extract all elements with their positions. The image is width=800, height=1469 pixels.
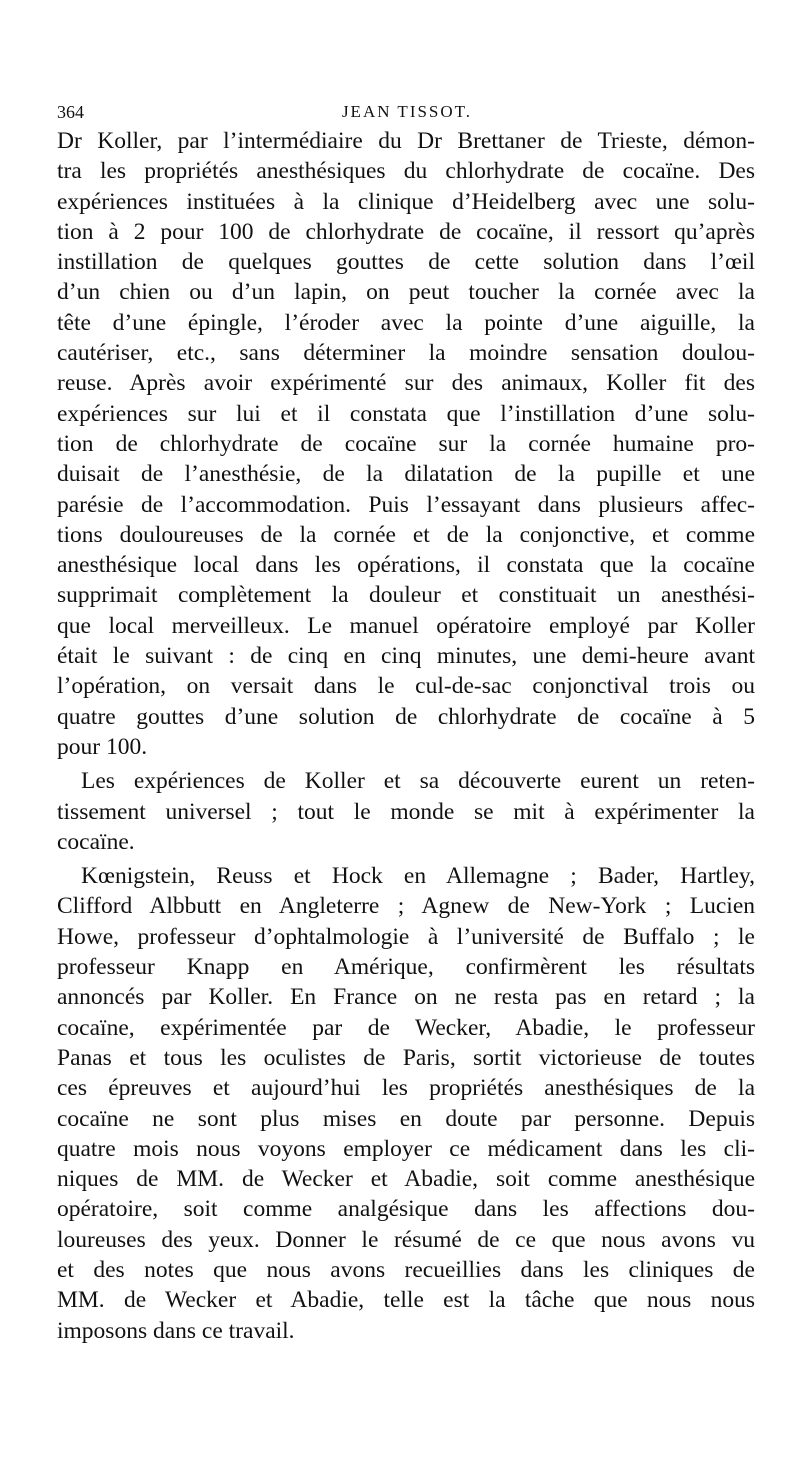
paragraph — [57, 861, 755, 1346]
text-line: Les expériences de Koller et sa découverte eurent un reten- — [81, 768, 755, 795]
paragraph — [57, 126, 755, 762]
text-line: tissement universel ; tout le monde se mit à expérimenter la — [57, 798, 755, 825]
text-line: tion à 2 pour 100 de chlorhydrate de cocaïne, il ressort qu’après — [57, 218, 755, 245]
text-line: MM. de Wecker et Abadie, telle est la tâche que nous nous — [57, 1287, 755, 1314]
text-line: cautériser, etc., sans déterminer la moindre sensation doulou- — [57, 340, 755, 367]
text-line: imposons dans ce travail. — [57, 1317, 295, 1344]
text-line: instillation de quelques gouttes de cette solution dans l’œil — [57, 249, 755, 276]
text-line: loureuses des yeux. Donner le résumé de ce que nous avons vu — [57, 1226, 755, 1253]
text-line: que local merveilleux. Le manuel opératoire employé par Koller — [57, 612, 755, 639]
text-line: tions douloureuses de la cornée et de la conjonctive, et comme — [57, 521, 755, 548]
text-line: parésie de l’accommodation. Puis l’essayant dans plusieurs affec- — [57, 491, 755, 518]
body-text — [57, 126, 755, 1346]
text-line: supprimait complètement la douleur et constituait un anesthési- — [57, 582, 755, 609]
text-line: opératoire, soit comme analgésique dans les affections dou- — [57, 1196, 755, 1223]
text-line: expériences instituées à la clinique d’Heidelberg avec une solu- — [57, 188, 755, 215]
text-line: niques de MM. de Wecker et Abadie, soit comme anesthésique — [57, 1166, 755, 1193]
text-line: annoncés par Koller. En France on ne resta pas en retard ; la — [57, 984, 755, 1011]
text-line: reuse. Après avoir expérimenté sur des animaux, Koller fit des — [57, 370, 755, 397]
page-number: 364 — [57, 102, 84, 122]
running-title: JEAN TISSOT. — [341, 102, 473, 121]
text-line: quatre gouttes d’une solution de chlorhydrate de cocaïne à 5 — [57, 703, 755, 730]
text-line: Clifford Albbutt en Angleterre ; Agnew de New-York ; Lucien — [57, 893, 755, 920]
text-line: l’opération, on versait dans le cul-de-sac conjonctival trois ou — [57, 673, 755, 700]
text-line: tête d’une épingle, l’éroder avec la pointe d’une aiguille, la — [57, 309, 755, 336]
paragraph — [57, 766, 755, 857]
text-line: Panas et tous les oculistes de Paris, sortit victorieuse de toutes — [57, 1044, 755, 1071]
text-line: professeur Knapp en Amérique, confirmèrent les résultats — [57, 954, 755, 981]
text-line: d’un chien ou d’un lapin, on peut toucher la cornée avec la — [57, 279, 755, 306]
text-line: Howe, professeur d’ophtalmologie à l’université de Buffalo ; le — [57, 923, 755, 950]
text-line: ces épreuves et aujourd’hui les propriétés anesthésiques de la — [57, 1075, 755, 1102]
text-line: tion de chlorhydrate de cocaïne sur la cornée humaine pro- — [57, 430, 755, 457]
text-line: expériences sur lui et il constata que l’instillation d’une solu- — [57, 400, 755, 427]
page-header — [57, 100, 757, 124]
text-line: Dr Koller, par l’intermédiaire du Dr Brettaner de Trieste, démon- — [57, 128, 755, 154]
text-line: était le suivant : de cinq en cinq minutes, une demi-heure avant — [57, 643, 755, 670]
text-line: et des notes que nous avons recueillies dans les cliniques de — [57, 1256, 755, 1283]
text-line: tra les propriétés anesthésiques du chlorhydrate de cocaïne. Des — [57, 158, 755, 185]
text-line: quatre mois nous voyons employer ce médicament dans les cli- — [57, 1135, 755, 1162]
text-line: duisait de l’anesthésie, de la dilatation de la pupille et une — [57, 461, 755, 488]
text-line: anesthésique local dans les opérations, il constata que la cocaïne — [57, 552, 755, 579]
text-line: cocaïne. — [57, 828, 135, 855]
text-line: cocaïne, expérimentée par de Wecker, Abadie, le professeur — [57, 1014, 755, 1041]
text-line: cocaïne ne sont plus mises en doute par personne. Depuis — [57, 1105, 755, 1132]
text-line: Kœnigstein, Reuss et Hock en Allemagne ; Bader, Hartley, — [81, 863, 755, 890]
text-line: pour 100. — [57, 733, 148, 760]
